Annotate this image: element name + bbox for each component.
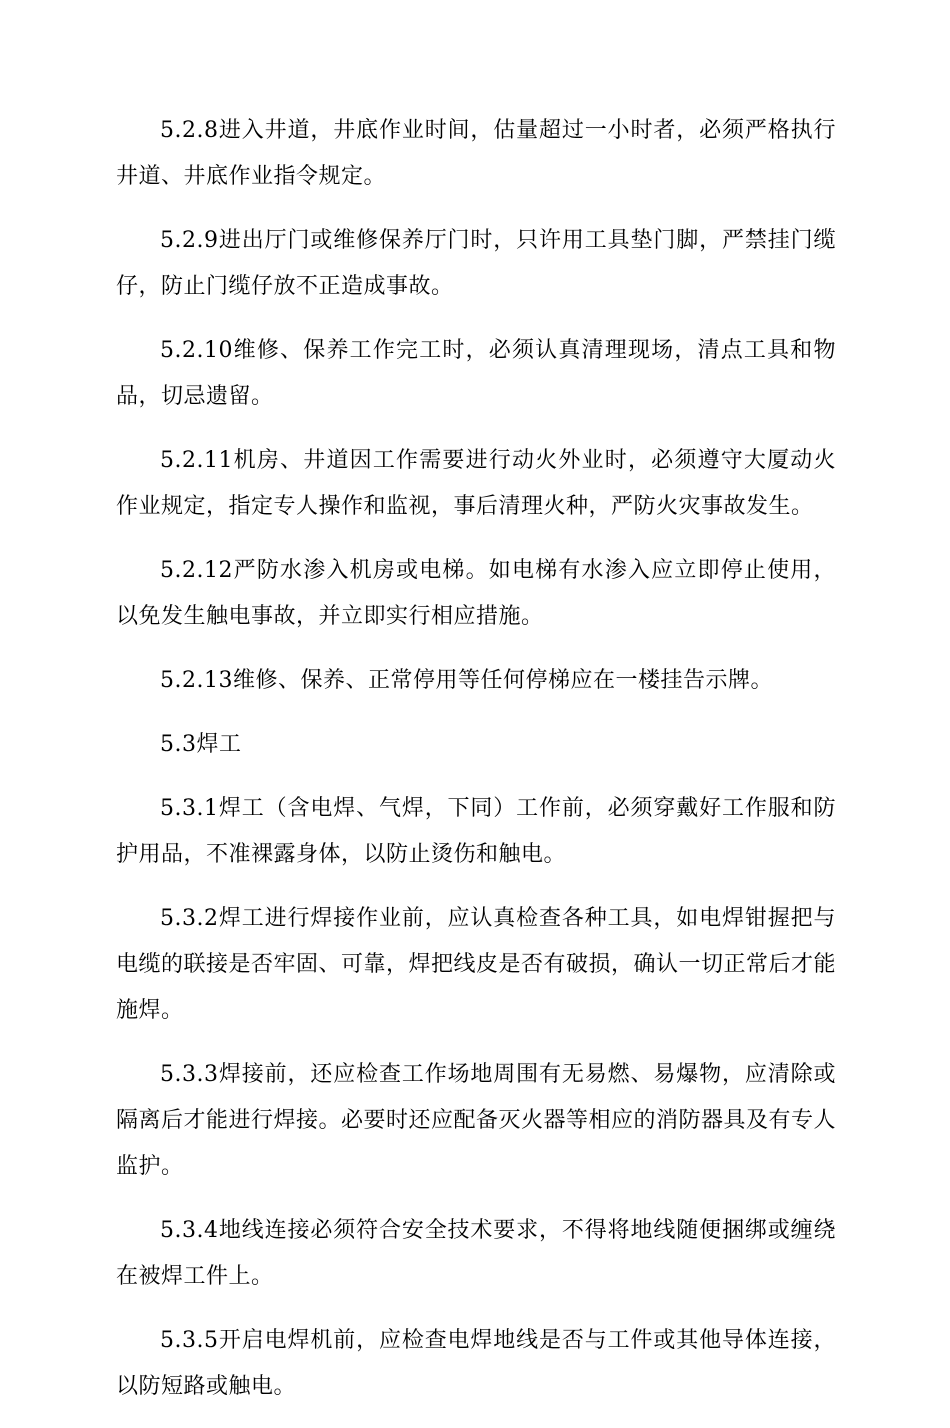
paragraph-5-2-12: 5.2.12严防水渗入机房或电梯。如电梯有水渗入应立即停止使用，以免发生触电事故，并立即实行相应措施。 (116, 558, 836, 629)
paragraph-5-2-13: 5.2.13维修、保养、正常停用等任何停梯应在一楼挂告示牌。 (160, 668, 773, 693)
paragraph-5-2-11: 5.2.11机房、井道因工作需要进行动火外业时，必须遵守大厦动火作业规定，指定专人操作和监视，事后清理火种，严防火灾事故发生。 (116, 448, 836, 519)
paragraph-5-2-8: 5.2.8进入井道，井底作业时间，估量超过一小时者，必须严格执行井道、井底作业指令规定。 (116, 118, 836, 189)
paragraph-5-2-9: 5.2.9进出厅门或维修保养厅门时，只许用工具垫门脚，严禁挂门缆仔，防止门缆仔放不正造成事故。 (116, 228, 836, 299)
paragraph-5-3-1: 5.3.1焊工（含电焊、气焊，下同）工作前，必须穿戴好工作服和防护用品，不准裸露身体，以防止烫伤和触电。 (116, 796, 836, 867)
paragraph-5-3-3: 5.3.3焊接前，还应检查工作场地周围有无易燃、易爆物，应清除或隔离后才能进行焊接。必要时还应配备灭火器等相应的消防器具及有专人监护。 (116, 1062, 837, 1179)
paragraph-5-3-5: 5.3.5开启电焊机前，应检查电焊地线是否与工件或其他导体连接，以防短路或触电。 (116, 1328, 836, 1399)
paragraph-5-3-4: 5.3.4地线连接必须符合安全技术要求，不得将地线随便捆绑或缠绕在被焊工件上。 (116, 1218, 836, 1289)
paragraph-5-2-10: 5.2.10维修、保养工作完工时，必须认真清理现场，清点工具和物品，切忌遗留。 (116, 338, 836, 409)
document-page (116, 108, 836, 1428)
section-heading-5-3: 5.3焊工 (160, 732, 242, 757)
paragraph-5-3-2: 5.3.2焊工进行焊接作业前，应认真检查各种工具，如电焊钳握把与电缆的联接是否牢固、可靠，焊把线皮是否有破损，确认一切正常后才能施焊。 (116, 906, 837, 1023)
